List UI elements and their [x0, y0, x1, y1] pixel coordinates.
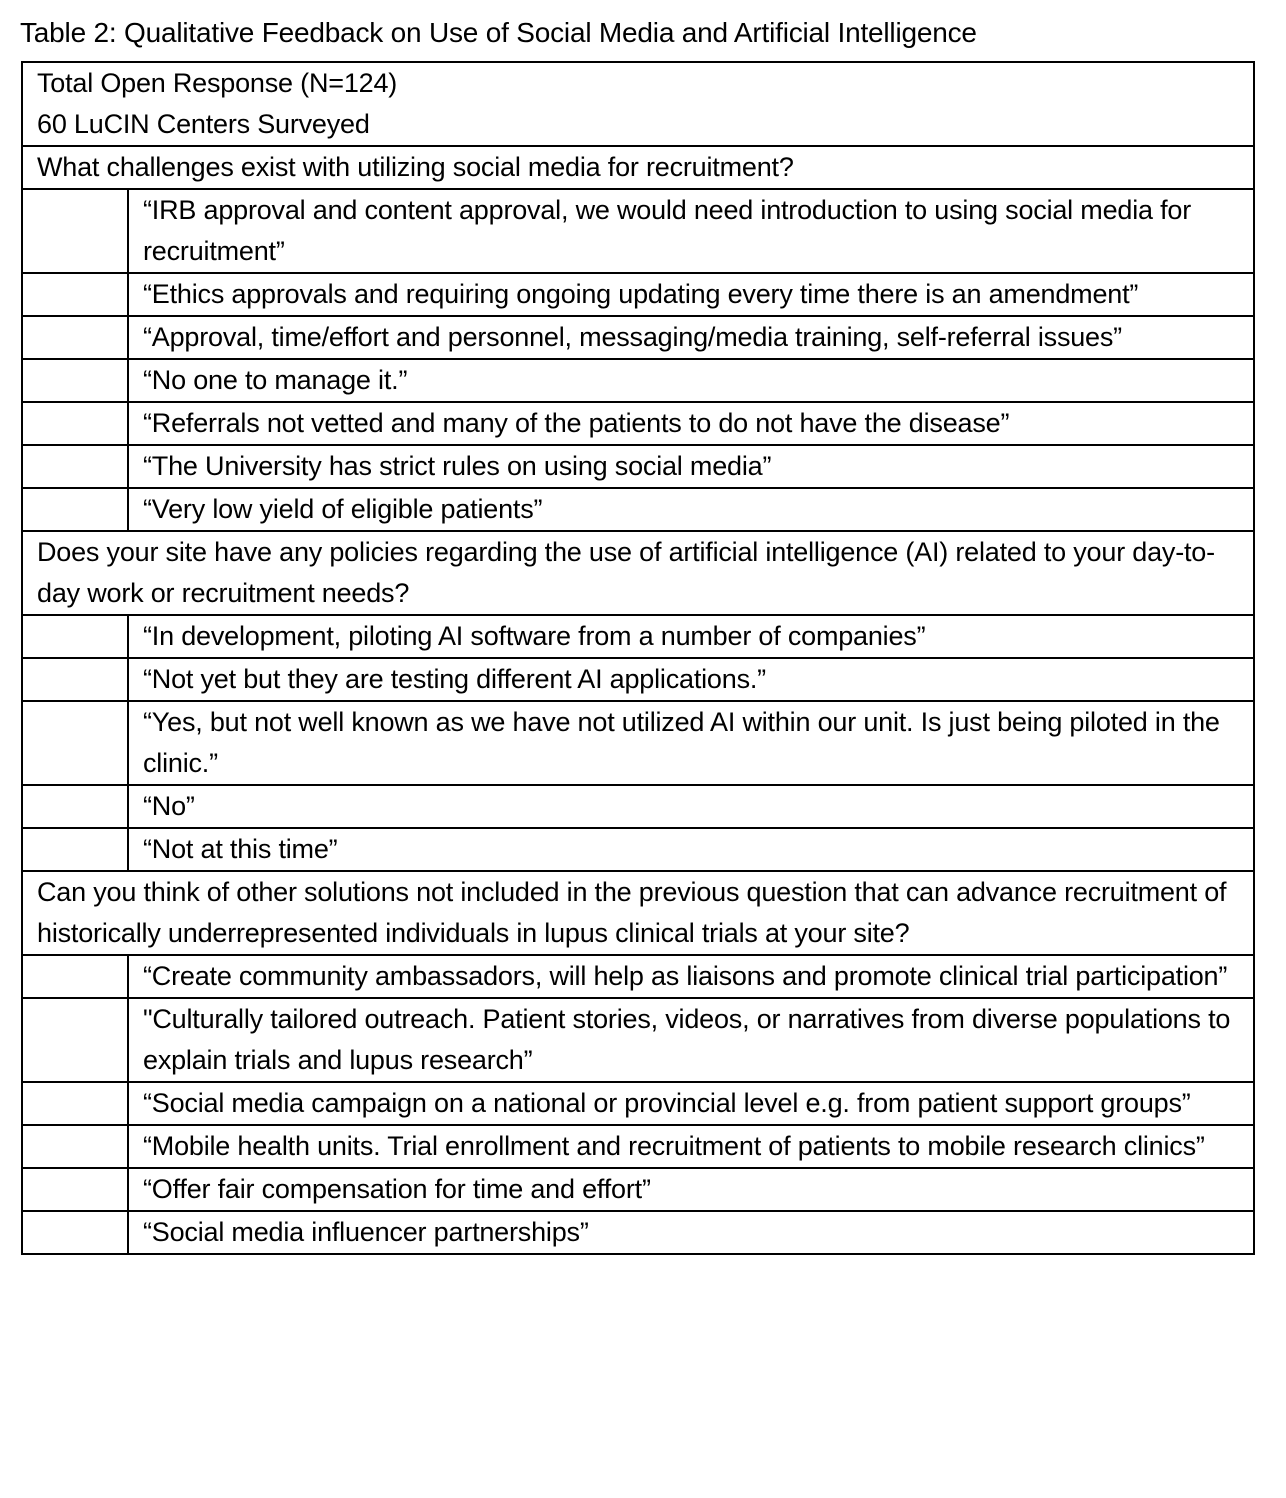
response-cell: “Not yet but they are testing different AI applications.”: [128, 658, 1254, 701]
indent-cell: [22, 658, 128, 701]
response-row: [22, 1082, 1254, 1125]
indent-cell: [22, 615, 128, 658]
indent-cell: [22, 1082, 128, 1125]
response-cell: “Ethics approvals and requiring ongoing updating every time there is an amendment”: [128, 273, 1254, 316]
response-row: [22, 445, 1254, 488]
response-cell: “Offer fair compensation for time and effort”: [128, 1168, 1254, 1211]
indent-cell: [22, 488, 128, 531]
table-header-row: [22, 62, 1254, 146]
response-row: [22, 189, 1254, 273]
indent-cell: [22, 955, 128, 998]
indent-cell: [22, 785, 128, 828]
response-row: [22, 273, 1254, 316]
response-cell: “Very low yield of eligible patients”: [128, 488, 1254, 531]
response-cell: “In development, piloting AI software from a number of companies”: [128, 615, 1254, 658]
response-cell: "Culturally tailored outreach. Patient stories, videos, or narratives from diverse populations to explain trials and lupus research”: [128, 998, 1254, 1082]
response-row: [22, 488, 1254, 531]
response-cell: “Not at this time”: [128, 828, 1254, 871]
indent-cell: [22, 1125, 128, 1168]
centers-surveyed-text: 60 LuCIN Centers Surveyed: [37, 109, 370, 139]
response-row: [22, 615, 1254, 658]
response-row: [22, 359, 1254, 402]
indent-cell: [22, 1211, 128, 1254]
response-cell: “Yes, but not well known as we have not utilized AI within our unit. Is just being piloted in the clinic.”: [128, 701, 1254, 785]
total-responses-text: Total Open Response (N=124): [37, 68, 398, 98]
question-row: [22, 146, 1254, 189]
response-row: [22, 1168, 1254, 1211]
response-cell: “Social media campaign on a national or provincial level e.g. from patient support groups”: [128, 1082, 1254, 1125]
response-row: [22, 1125, 1254, 1168]
response-row: [22, 316, 1254, 359]
header-cell: [22, 62, 1254, 146]
response-cell: “Social media influencer partnerships”: [128, 1211, 1254, 1254]
response-row: [22, 402, 1254, 445]
response-cell: “Approval, time/effort and personnel, messaging/media training, self-referral issues”: [128, 316, 1254, 359]
indent-cell: [22, 316, 128, 359]
response-row: [22, 785, 1254, 828]
response-row: [22, 701, 1254, 785]
question-row: [22, 531, 1254, 615]
response-cell: “Mobile health units. Trial enrollment and recruitment of patients to mobile research clinics”: [128, 1125, 1254, 1168]
response-cell: “Create community ambassadors, will help as liaisons and promote clinical trial participation”: [128, 955, 1254, 998]
response-row: [22, 658, 1254, 701]
indent-cell: [22, 402, 128, 445]
indent-cell: [22, 998, 128, 1082]
indent-cell: [22, 273, 128, 316]
indent-cell: [22, 189, 128, 273]
question-cell: Can you think of other solutions not included in the previous question that can advance recruitment of historically underrepresented individuals in lupus clinical trials at your site?: [22, 871, 1254, 955]
indent-cell: [22, 701, 128, 785]
response-row: [22, 998, 1254, 1082]
indent-cell: [22, 445, 128, 488]
feedback-table: [21, 61, 1255, 1255]
question-cell: Does your site have any policies regarding the use of artificial intelligence (AI) related to your day-to-day work or recruitment needs?: [22, 531, 1254, 615]
response-row: [22, 1211, 1254, 1254]
indent-cell: [22, 359, 128, 402]
table-caption: Table 2: Qualitative Feedback on Use of Social Media and Artificial Intelligence: [20, 17, 977, 48]
response-cell: “No one to manage it.”: [128, 359, 1254, 402]
question-row: [22, 871, 1254, 955]
response-cell: “IRB approval and content approval, we would need introduction to using social media for recruitment”: [128, 189, 1254, 273]
response-cell: “Referrals not vetted and many of the patients to do not have the disease”: [128, 402, 1254, 445]
question-cell: What challenges exist with utilizing social media for recruitment?: [22, 146, 1254, 189]
indent-cell: [22, 828, 128, 871]
response-row: [22, 955, 1254, 998]
response-cell: “No”: [128, 785, 1254, 828]
response-row: [22, 828, 1254, 871]
response-cell: “The University has strict rules on using social media”: [128, 445, 1254, 488]
indent-cell: [22, 1168, 128, 1211]
